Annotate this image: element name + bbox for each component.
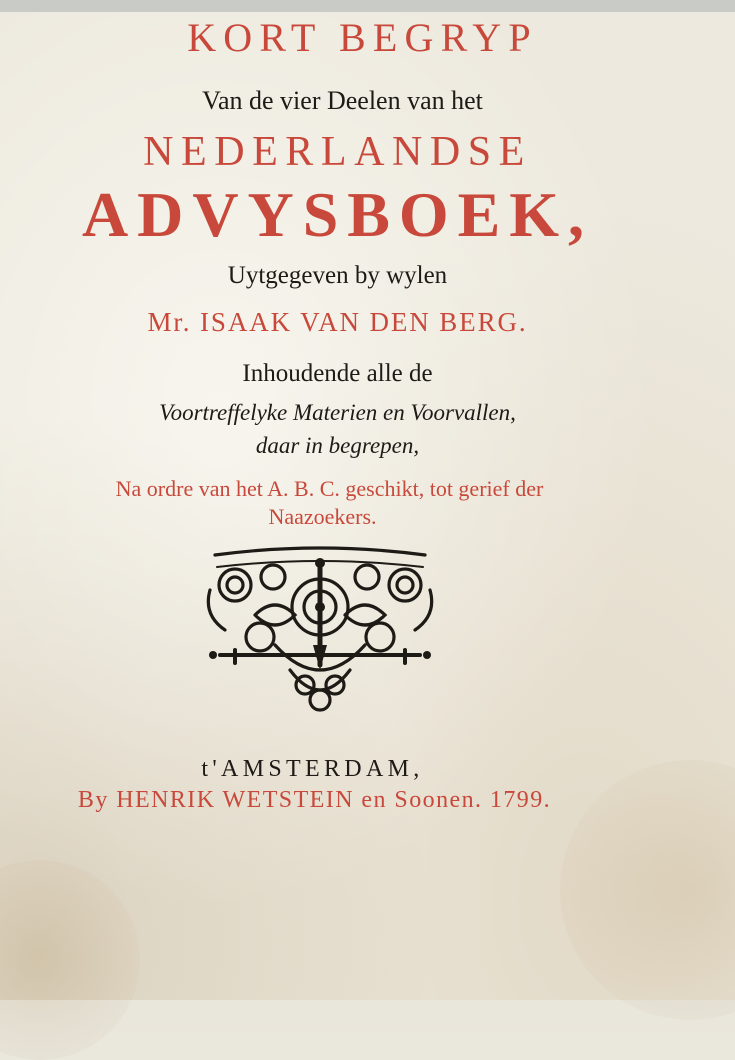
author-name: Mr. ISAAK VAN DEN BERG. [147,307,528,337]
imprint-place: t'AMSTERDAM, [201,756,424,782]
title-nederlandse: NEDERLANDSE [143,129,532,175]
subtitle-van-de-vier-deelen: Van de vier Deelen van het [202,86,483,115]
title-advysboek: ADVYSBOEK, [81,179,593,250]
text-na-ordre: Na ordre van het A. B. C. geschikt, tot gerief der [115,476,544,501]
printers-ornament-icon [205,545,435,715]
paper-stain [0,860,140,1060]
page-top-edge [0,0,735,12]
text-inhoudende: Inhoudende alle de [242,360,433,387]
imprint-publisher: By HENRIK WETSTEIN en Soonen. 1799. [77,787,552,813]
title-kort-begryp: KORT BEGRYP [187,15,538,60]
text-voortreffelyke: Voortreffelyke Materien en Voorvallen, [159,400,516,425]
text-daar-in-begrepen: daar in begrepen, [255,433,420,458]
text-naazoekers: Naazoekers. [268,504,377,529]
text-uytgegeven: Uytgegeven by wylen [227,262,448,289]
